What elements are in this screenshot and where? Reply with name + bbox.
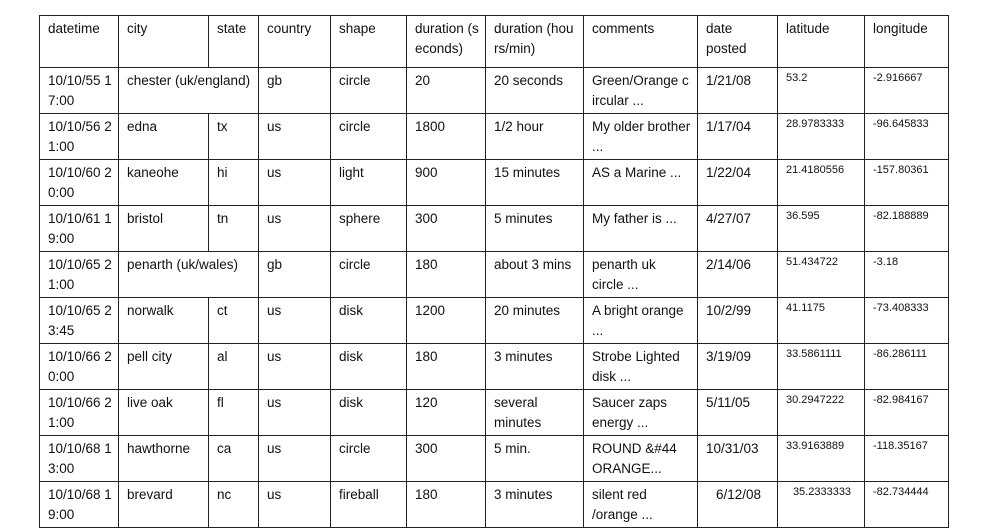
- cell-date-posted: 3/19/09: [698, 344, 778, 390]
- cell-shape: light: [331, 160, 407, 206]
- cell-shape: circle: [331, 114, 407, 160]
- cell-shape: circle: [331, 436, 407, 482]
- cell-country: us: [259, 206, 331, 252]
- cell-comments: My father is ...: [584, 206, 698, 252]
- cell-comments: A bright orange ...: [584, 298, 698, 344]
- cell-shape: circle: [331, 68, 407, 114]
- cell-country: us: [259, 390, 331, 436]
- cell-duration-hours-min: 20 minutes: [486, 298, 584, 344]
- cell-date-posted: 1/17/04: [698, 114, 778, 160]
- table-row: [40, 390, 949, 436]
- table-row: [40, 206, 949, 252]
- cell-duration-seconds: 300: [407, 436, 486, 482]
- cell-duration-seconds: 300: [407, 206, 486, 252]
- cell-duration-seconds: 900: [407, 160, 486, 206]
- cell-datetime: 10/10/61 19:00: [40, 206, 119, 252]
- cell-duration-hours-min: 5 minutes: [486, 206, 584, 252]
- cell-longitude: -118.35167: [865, 436, 949, 482]
- cell-longitude: -73.408333: [865, 298, 949, 344]
- cell-city: live oak: [119, 390, 209, 436]
- table-row: [40, 344, 949, 390]
- cell-shape: fireball: [331, 482, 407, 528]
- cell-date-posted: 1/21/08: [698, 68, 778, 114]
- cell-comments: silent red /orange ...: [584, 482, 698, 528]
- cell-duration-hours-min: 5 min.: [486, 436, 584, 482]
- cell-city: kaneohe: [119, 160, 209, 206]
- header-duration-seconds: duration (seconds): [407, 16, 486, 68]
- header-duration-hours-min: duration (hours/min): [486, 16, 584, 68]
- cell-city: chester (uk/england): [119, 68, 259, 114]
- cell-datetime: 10/10/60 20:00: [40, 160, 119, 206]
- cell-country: gb: [259, 252, 331, 298]
- header-datetime: datetime: [40, 16, 119, 68]
- cell-city: bristol: [119, 206, 209, 252]
- table-row: [40, 160, 949, 206]
- cell-latitude: 53.2: [778, 68, 865, 114]
- cell-longitude: -2.916667: [865, 68, 949, 114]
- cell-state: ca: [209, 436, 259, 482]
- cell-longitude: -96.645833: [865, 114, 949, 160]
- cell-state: fl: [209, 390, 259, 436]
- cell-state: hi: [209, 160, 259, 206]
- cell-city: norwalk: [119, 298, 209, 344]
- cell-city: hawthorne: [119, 436, 209, 482]
- cell-latitude: 36.595: [778, 206, 865, 252]
- header-longitude: longitude: [865, 16, 949, 68]
- cell-longitude: -82.188889: [865, 206, 949, 252]
- cell-country: us: [259, 114, 331, 160]
- header-state: state: [209, 16, 259, 68]
- cell-date-posted: 2/14/06: [698, 252, 778, 298]
- header-row: [40, 16, 949, 68]
- cell-longitude: -157.80361: [865, 160, 949, 206]
- cell-country: us: [259, 298, 331, 344]
- cell-duration-seconds: 180: [407, 344, 486, 390]
- cell-duration-hours-min: 3 minutes: [486, 482, 584, 528]
- cell-duration-hours-min: 15 minutes: [486, 160, 584, 206]
- cell-city: pell city: [119, 344, 209, 390]
- table-row: [40, 252, 949, 298]
- cell-country: us: [259, 344, 331, 390]
- cell-city: edna: [119, 114, 209, 160]
- cell-longitude: -82.734444: [865, 482, 949, 528]
- cell-comments: My older brother ...: [584, 114, 698, 160]
- cell-duration-hours-min: about 3 mins: [486, 252, 584, 298]
- cell-latitude: 33.5861111: [778, 344, 865, 390]
- cell-duration-seconds: 180: [407, 252, 486, 298]
- header-latitude: latitude: [778, 16, 865, 68]
- cell-comments: penarth uk circle ...: [584, 252, 698, 298]
- cell-longitude: -3.18: [865, 252, 949, 298]
- cell-latitude: 33.9163889: [778, 436, 865, 482]
- cell-latitude: 30.2947222: [778, 390, 865, 436]
- cell-duration-seconds: 120: [407, 390, 486, 436]
- cell-state: tx: [209, 114, 259, 160]
- cell-comments: Saucer zaps energy ...: [584, 390, 698, 436]
- header-date-posted: date posted: [698, 16, 778, 68]
- cell-country: us: [259, 482, 331, 528]
- table-body: [40, 68, 949, 528]
- cell-duration-hours-min: 1/2 hour: [486, 114, 584, 160]
- cell-state: ct: [209, 298, 259, 344]
- cell-date-posted: 5/11/05: [698, 390, 778, 436]
- table-row: [40, 68, 949, 114]
- cell-latitude: 41.1175: [778, 298, 865, 344]
- cell-latitude: 35.2333333: [778, 482, 865, 528]
- ufo-sightings-table: [39, 15, 949, 528]
- cell-date-posted: 10/31/03: [698, 436, 778, 482]
- cell-datetime: 10/10/66 21:00: [40, 390, 119, 436]
- cell-comments: ROUND &#44 ORANGE...: [584, 436, 698, 482]
- cell-duration-seconds: 20: [407, 68, 486, 114]
- cell-date-posted: 10/2/99: [698, 298, 778, 344]
- cell-comments: Strobe Lighted disk ...: [584, 344, 698, 390]
- header-country: country: [259, 16, 331, 68]
- cell-state: al: [209, 344, 259, 390]
- cell-date-posted: 4/27/07: [698, 206, 778, 252]
- cell-datetime: 10/10/68 19:00: [40, 482, 119, 528]
- cell-date-posted: 6/12/08: [698, 482, 778, 528]
- cell-duration-hours-min: 20 seconds: [486, 68, 584, 114]
- cell-date-posted: 1/22/04: [698, 160, 778, 206]
- cell-duration-hours-min: 3 minutes: [486, 344, 584, 390]
- cell-shape: sphere: [331, 206, 407, 252]
- cell-duration-seconds: 1800: [407, 114, 486, 160]
- cell-datetime: 10/10/66 20:00: [40, 344, 119, 390]
- header-shape: shape: [331, 16, 407, 68]
- cell-country: us: [259, 436, 331, 482]
- cell-duration-seconds: 1200: [407, 298, 486, 344]
- cell-datetime: 10/10/65 21:00: [40, 252, 119, 298]
- table-row: [40, 482, 949, 528]
- cell-datetime: 10/10/55 17:00: [40, 68, 119, 114]
- cell-datetime: 10/10/68 13:00: [40, 436, 119, 482]
- cell-latitude: 28.9783333: [778, 114, 865, 160]
- cell-latitude: 21.4180556: [778, 160, 865, 206]
- cell-latitude: 51.434722: [778, 252, 865, 298]
- table-row: [40, 298, 949, 344]
- cell-shape: disk: [331, 390, 407, 436]
- header-comments: comments: [584, 16, 698, 68]
- cell-longitude: -86.286111: [865, 344, 949, 390]
- cell-city: penarth (uk/wales): [119, 252, 259, 298]
- cell-comments: Green/Orange circular ...: [584, 68, 698, 114]
- cell-shape: disk: [331, 344, 407, 390]
- cell-country: us: [259, 160, 331, 206]
- cell-city: brevard: [119, 482, 209, 528]
- cell-state: nc: [209, 482, 259, 528]
- cell-longitude: -82.984167: [865, 390, 949, 436]
- cell-datetime: 10/10/65 23:45: [40, 298, 119, 344]
- cell-country: gb: [259, 68, 331, 114]
- cell-state: tn: [209, 206, 259, 252]
- cell-duration-seconds: 180: [407, 482, 486, 528]
- cell-duration-hours-min: several minutes: [486, 390, 584, 436]
- cell-datetime: 10/10/56 21:00: [40, 114, 119, 160]
- cell-shape: circle: [331, 252, 407, 298]
- cell-shape: disk: [331, 298, 407, 344]
- table-row: [40, 114, 949, 160]
- header-city: city: [119, 16, 209, 68]
- cell-comments: AS a Marine ...: [584, 160, 698, 206]
- table-row: [40, 436, 949, 482]
